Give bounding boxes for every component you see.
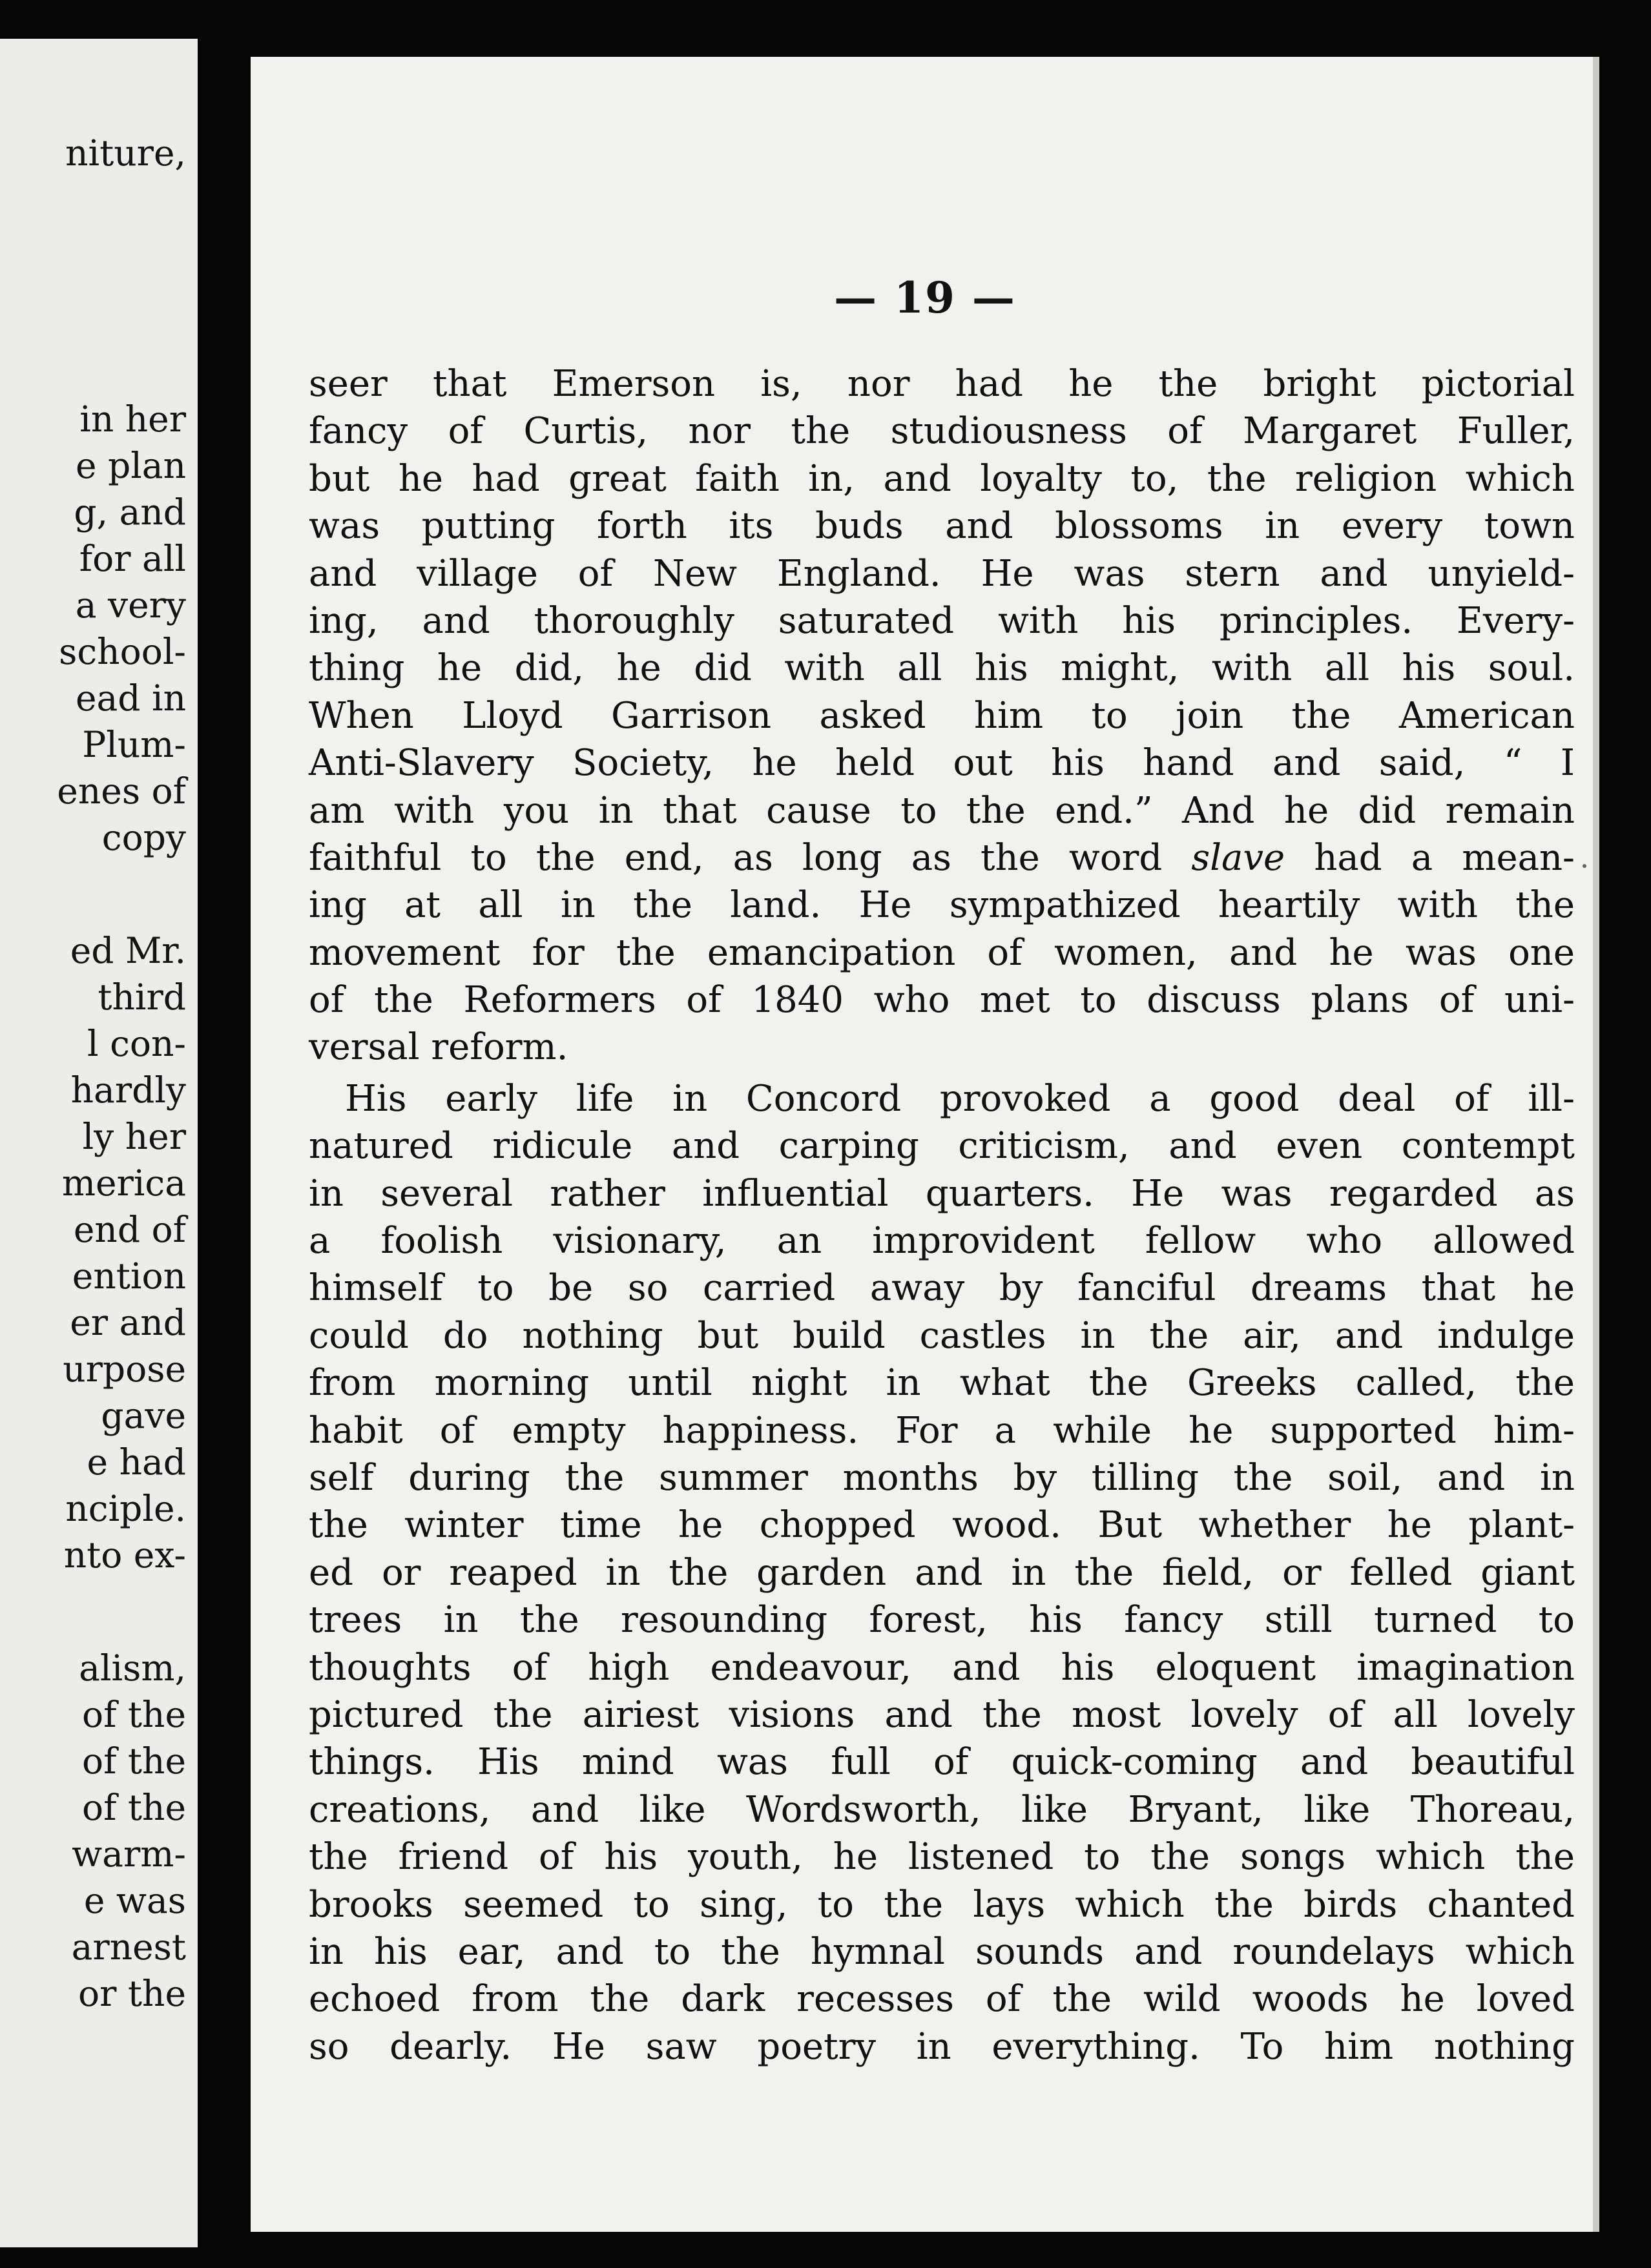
page-mark	[1583, 864, 1586, 868]
facing-page-line: or the	[78, 1973, 186, 2014]
text-line: in several rather influential quarters. He was regarded as	[309, 1172, 1575, 1215]
text-line: ing at all in the land. He sympathized heartily with the	[309, 884, 1575, 927]
text-line: ed or reaped in the garden and in the field, or felled giant	[309, 1551, 1575, 1594]
text-line: movement for the emancipation of women, and he was one	[309, 931, 1575, 974]
text-line: the friend of his youth, he listened to the songs which the	[309, 1836, 1575, 1879]
text-line: of the Reformers of 1840 who met to discuss plans of uni-	[309, 979, 1575, 1022]
facing-page-line: hardly	[70, 1069, 186, 1111]
text-line: creations, and like Wordsworth, like Bryant, like Thoreau,	[309, 1788, 1575, 1831]
facing-page-line: third	[98, 976, 186, 1018]
facing-page-line: school-	[59, 631, 186, 672]
text-line: the winter time he chopped wood. But whether he plant-	[309, 1504, 1575, 1547]
text-line: and village of New England. He was stern and unyield-	[309, 552, 1575, 595]
text-line: thing he did, he did with all his might, with all his soul.	[309, 647, 1575, 690]
facing-page-line: g, and	[74, 491, 186, 533]
facing-page-line: e plan	[75, 445, 186, 486]
facing-page-line: copy	[101, 817, 186, 858]
text-line: things. His mind was full of quick-coming and beautiful	[309, 1741, 1575, 1784]
paragraph-2	[309, 1075, 1575, 2070]
facing-page-line: e had	[87, 1441, 186, 1483]
facing-page-line: niture,	[65, 132, 186, 174]
text-line: a foolish visionary, an improvident fellow who allowed	[309, 1220, 1575, 1263]
text-line: Anti-Slavery Society, he held out his hand and said, “ I	[309, 742, 1575, 785]
page-edge	[1593, 57, 1599, 2232]
page-number: — 19 —	[834, 273, 1016, 323]
facing-page-line: Plum-	[82, 724, 186, 765]
text-line: versal reform.	[309, 1026, 568, 1069]
facing-page-line: ention	[72, 1255, 186, 1297]
facing-page-line: in her	[79, 398, 186, 440]
facing-page-line: warm-	[72, 1833, 186, 1875]
text-line: natured ridicule and carping criticism, and even contempt	[309, 1125, 1575, 1168]
facing-page-fragment	[0, 39, 198, 2247]
facing-page-line: for all	[79, 538, 186, 579]
text-line: trees in the resounding forest, his fancy still turned to	[309, 1599, 1575, 1642]
facing-page-line: merica	[61, 1162, 186, 1204]
text-segment: faithful to the end, as long as the word	[309, 836, 1163, 879]
facing-page-line: nciple.	[65, 1488, 186, 1529]
facing-page-line: gave	[101, 1395, 186, 1436]
text-line: himself to be so carried away by fanciful dreams that he	[309, 1267, 1575, 1310]
text-line: could do nothing but build castles in the air, and indulge	[309, 1314, 1575, 1357]
paragraph-1	[309, 360, 1575, 1071]
italic-word: slave	[1191, 836, 1285, 879]
text-line: fancy of Curtis, nor the studiousness of Margaret Fuller,	[309, 410, 1575, 453]
facing-page-line: er and	[70, 1302, 186, 1343]
text-line: pictured the airiest visions and the most lovely of all lovely	[309, 1693, 1575, 1736]
facing-page-line: enes of	[57, 770, 186, 812]
text-line: self during the summer months by tilling the soil, and in	[309, 1456, 1575, 1499]
facing-page-line: ly her	[82, 1116, 186, 1157]
facing-page-line: end of	[73, 1209, 186, 1250]
facing-page-line: urpose	[63, 1348, 186, 1390]
body-text	[309, 360, 1575, 2070]
text-line: When Lloyd Garrison asked him to join the American	[309, 694, 1575, 737]
text-line: thoughts of high endeavour, and his eloquent imagination	[309, 1646, 1575, 1689]
book-page	[251, 57, 1599, 2232]
text-line: was putting forth its buds and blossoms in every town	[309, 505, 1575, 548]
facing-page-line: ed Mr.	[70, 930, 186, 971]
text-line: but he had great faith in, and loyalty to, the religion which	[309, 457, 1575, 500]
text-line: seer that Emerson is, nor had he the bright pictorial	[309, 363, 1575, 405]
facing-page-line: ead in	[75, 677, 186, 719]
text-line: habit of empty happiness. For a while he supported him-	[309, 1409, 1575, 1452]
facing-page-line: of the	[81, 1694, 186, 1735]
facing-page-line: a very	[75, 584, 186, 626]
text-line	[309, 834, 1575, 881]
facing-page-line: arnest	[71, 1926, 186, 1968]
text-line: ing, and thoroughly saturated with his principles. Every-	[309, 599, 1575, 642]
text-line: in his ear, and to the hymnal sounds and roundelays which	[309, 1930, 1575, 1973]
facing-page-line: of the	[81, 1740, 186, 1782]
text-line: so dearly. He saw poetry in everything. To him nothing	[309, 2025, 1575, 2068]
facing-page-line: e was	[83, 1880, 186, 1921]
facing-page-line: l con-	[87, 1023, 186, 1064]
text-line: from morning until night in what the Greeks called, the	[309, 1362, 1575, 1405]
facing-page-line: nto ex-	[63, 1534, 186, 1576]
facing-page-line: alism,	[79, 1647, 186, 1689]
text-line: His early life in Concord provoked a good deal of ill-	[345, 1077, 1575, 1120]
text-segment: had a mean-	[1314, 836, 1575, 879]
text-line: brooks seemed to sing, to the lays which the birds chanted	[309, 1883, 1575, 1926]
text-line: am with you in that cause to the end.” And he did remain	[309, 789, 1575, 832]
text-line: echoed from the dark recesses of the wild woods he loved	[309, 1978, 1575, 2021]
facing-page-line: of the	[81, 1787, 186, 1828]
